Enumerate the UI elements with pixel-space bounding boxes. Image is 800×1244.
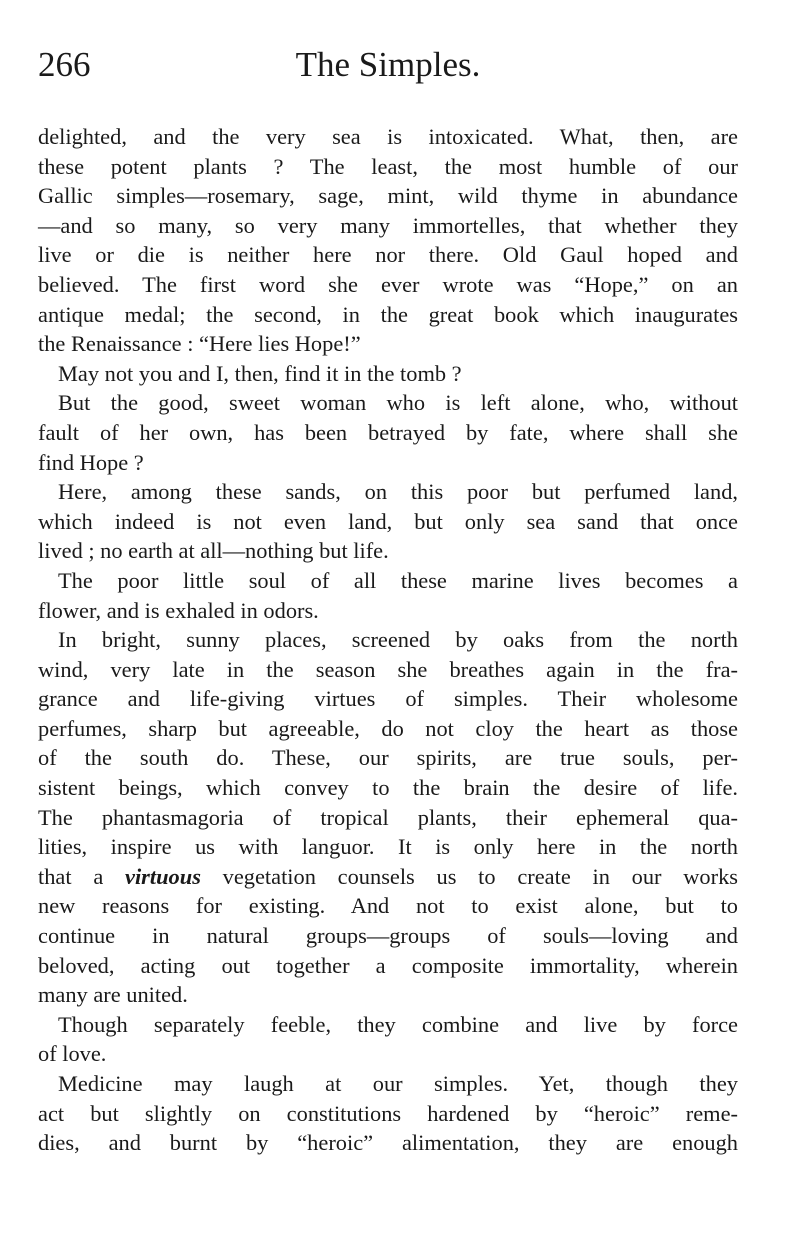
text-line: lived ; no earth at all—nothing but life. [38, 538, 389, 564]
text-line: that a virtuous vegetation counsels us to create in our works [38, 863, 738, 889]
text-line: which indeed is not even land, but only sea sand that once [38, 508, 738, 534]
text-line: In bright, sunny places, screened by oaks from the north [58, 627, 738, 653]
text-line: grance and life-giving virtues of simples. Their wholesome [38, 686, 738, 712]
text-line: Here, among these sands, on this poor but perfumed land, [58, 479, 738, 505]
text-line: Gallic simples—rosemary, sage, mint, wild thyme in abundance [38, 183, 738, 209]
text-line: Medicine may laugh at our simples. Yet, though they [58, 1071, 738, 1096]
text-line: many are united. [38, 982, 188, 1008]
text-line: antique medal; the second, in the great book which inaugurates [38, 301, 738, 327]
text-line: the Renaissance : “Here lies Hope!” [38, 331, 361, 357]
text-line: of the south do. These, our spirits, are true souls, per- [38, 745, 738, 771]
book-page [38, 40, 738, 1210]
text-line: perfumes, sharp but agreeable, do not cloy the heart as those [38, 715, 738, 741]
text-line: new reasons for existing. And not to exist alone, but to [38, 893, 738, 919]
text-line: continue in natural groups—groups of souls—loving and [38, 923, 738, 949]
text-line: Though separately feeble, they combine and live by force [58, 1011, 738, 1037]
text-line: But the good, sweet woman who is left alone, who, without [58, 390, 738, 416]
text-line: lities, inspire us with languor. It is only here in the north [38, 834, 738, 860]
text-line: The poor little soul of all these marine lives becomes a [58, 567, 738, 593]
page-number: 266 [38, 45, 91, 84]
text-line: wind, very late in the season she breathes again in the fra- [38, 656, 738, 682]
text-line: live or die is neither here nor there. Old Gaul hoped and [38, 242, 738, 268]
text-line: —and so many, so very many immortelles, that whether they [38, 212, 738, 238]
text-line: act but slightly on constitutions hardened by “heroic” reme- [38, 1100, 738, 1126]
text-line: these potent plants ? The least, the most humble of our [38, 153, 738, 179]
text-line: dies, and burnt by “heroic” alimentation, they are enough [38, 1130, 738, 1156]
text-line: The phantasmagoria of tropical plants, their ephemeral qua- [38, 804, 738, 830]
text-line: find Hope ? [38, 449, 144, 475]
text-line: delighted, and the very sea is intoxicated. What, then, are [38, 124, 738, 149]
body-text [38, 122, 738, 1158]
running-title: The Simples. [295, 45, 481, 84]
text-line: May not you and I, then, find it in the tomb ? [58, 360, 462, 386]
text-line: believed. The first word she ever wrote was “Hope,” on an [38, 271, 738, 297]
text-line: beloved, acting out together a composite immortality, wherein [38, 952, 738, 978]
emphasis-word: virtuous [125, 863, 201, 889]
text-line: flower, and is exhaled in odors. [38, 597, 319, 623]
text-line: of love. [38, 1041, 107, 1067]
text-line: sistent beings, which convey to the brain the desire of life. [38, 775, 738, 801]
page-header [38, 40, 738, 90]
text-line: fault of her own, has been betrayed by fate, where shall she [38, 419, 738, 445]
